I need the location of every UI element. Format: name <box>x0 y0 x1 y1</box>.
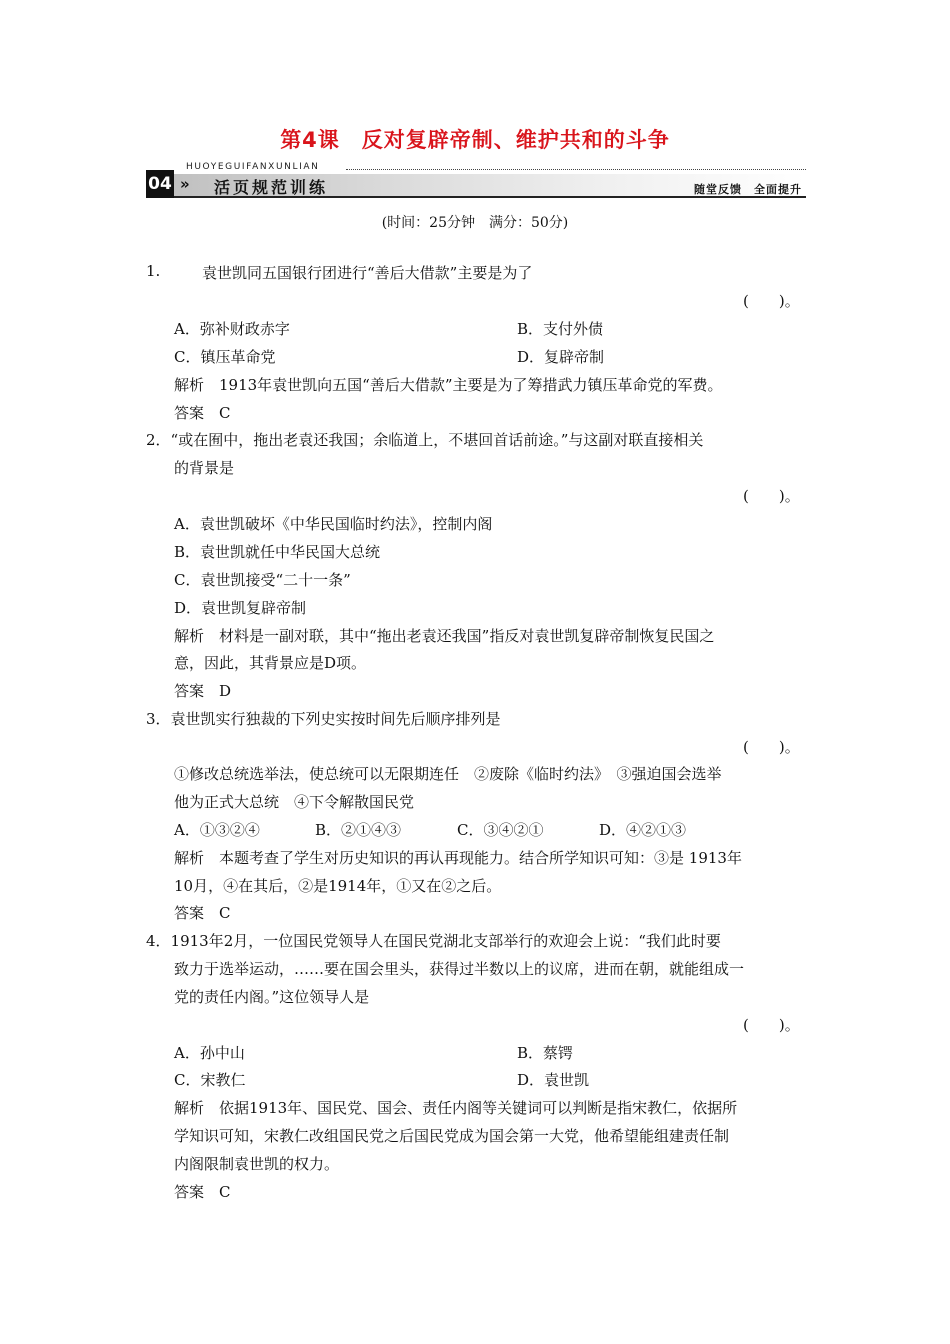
q1-option-a: A．弥补财政赤字 <box>174 320 290 338</box>
banner-number: 04 <box>146 170 174 198</box>
q4-stem-line3: 党的责任内阁。”这位领导人是 <box>174 988 370 1006</box>
q2-analysis-line1: 解析 材料是一副对联，其中“拖出老袁还我国”指反对袁世凯复辟帝制恢复民国之 <box>174 627 715 645</box>
q2-stem-line1: 2．“或在囿中，拖出老袁还我国；余临道上，不堪回首话前途。”与这副对联直接相关 <box>146 431 704 449</box>
q2-option-d: D．袁世凯复辟帝制 <box>174 599 307 617</box>
q1-option-b: B．支付外债 <box>517 320 604 338</box>
q2-analysis-line2: 意，因此，其背景应是D项。 <box>174 654 367 672</box>
banner-name: 活页规范训练 <box>214 178 329 197</box>
q3-answer: 答案 C <box>174 904 231 922</box>
q2-option-b: B．袁世凯就任中华民国大总统 <box>174 543 381 561</box>
q1-blank: ( )。 <box>743 292 800 310</box>
q4-analysis-line1: 解析 依据1913年、国民党、国会、责任内阁等关键词可以判断是指宋教仁，依据所 <box>174 1099 738 1117</box>
q3-analysis-line2: 10月，④在其后，②是1914年，①又在②之后。 <box>174 877 502 895</box>
q3-blank: ( )。 <box>743 738 800 756</box>
q3-analysis-line1: 解析 本题考查了学生对历史知识的再认再现能力。结合所学知识可知：③是 1913年 <box>174 849 742 867</box>
q4-blank: ( )。 <box>743 1016 800 1034</box>
q3-option-b: B．②①④③ <box>315 821 402 839</box>
q2-answer: 答案 D <box>174 682 232 700</box>
exam-meta: (时间：25分钟 满分：50分) <box>381 215 569 231</box>
q2-blank: ( )。 <box>743 487 800 505</box>
q3-items-line1: ①修改总统选举法，使总统可以无限期连任 ②废除《临时约法》 ③强迫国会选举 <box>174 765 722 783</box>
q2-stem-line2: 的背景是 <box>174 459 235 477</box>
q2-option-c: C．袁世凯接受“二十一条” <box>174 571 351 589</box>
q3-option-a: A．①③②④ <box>174 821 260 839</box>
q4-analysis-line3: 内阁限制袁世凯的权力。 <box>174 1155 340 1173</box>
q4-option-c: C．宋教仁 <box>174 1071 246 1089</box>
q4-answer: 答案 C <box>174 1183 231 1201</box>
q1-number: 1. <box>146 262 161 280</box>
q4-stem-line1: 4．1913年2月，一位国民党领导人在国民党湖北支部举行的欢迎会上说：“我们此时要 <box>146 932 721 950</box>
banner-dotted-line <box>346 169 806 170</box>
q1-analysis: 解析 1913年袁世凯向五国“善后大借款”主要是为了筹措武力镇压革命党的军费。 <box>174 376 723 394</box>
q1-option-c: C．镇压革命党 <box>174 348 276 366</box>
q4-option-b: B．蔡锷 <box>517 1044 574 1062</box>
q3-option-d: D．④②①③ <box>599 821 687 839</box>
q4-stem-line2: 致力于选举运动，……要在国会里头，获得过半数以上的议席，进而在朝，就能组成一 <box>174 960 745 978</box>
q4-analysis-line2: 学知识可知，宋教仁改组国民党之后国民党成为国会第一大党，他希望能组建责任制 <box>174 1127 730 1145</box>
banner-pinyin: HUOYEGUIFANXUNLIAN <box>186 162 320 172</box>
q1-answer: 答案 C <box>174 404 231 422</box>
q3-option-c: C．③④②① <box>457 821 544 839</box>
q4-option-d: D．袁世凯 <box>517 1071 590 1089</box>
q4-option-a: A．孙中山 <box>174 1044 245 1062</box>
q3-items-line2: 他为正式大总统 ④下令解散国民党 <box>174 793 415 811</box>
page-title: 第4课 反对复辟帝制、维护共和的斗争 <box>280 128 670 152</box>
section-banner <box>146 160 806 202</box>
q2-option-a: A．袁世凯破坏《中华民国临时约法》，控制内阁 <box>174 515 493 533</box>
q1-stem: 袁世凯同五国银行团进行“善后大借款”主要是为了 <box>202 264 533 282</box>
banner-slogan: 随堂反馈 全面提升 <box>694 183 802 196</box>
banner-arrows-icon: » <box>180 175 190 193</box>
q3-stem: 3．袁世凯实行独裁的下列史实按时间先后顺序排列是 <box>146 710 501 728</box>
q1-option-d: D．复辟帝制 <box>517 348 605 366</box>
